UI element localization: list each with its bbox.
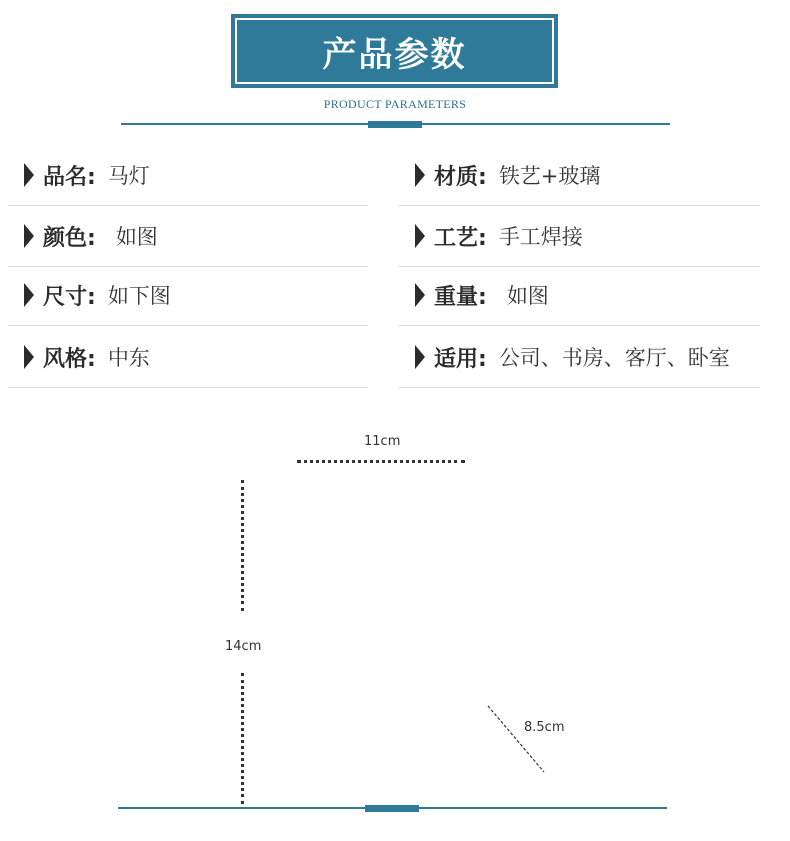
param-label: 材质: [434,164,487,190]
param-label: 颜色: [43,225,96,251]
param-value: 如图 [506,284,549,308]
param-color [8,206,368,267]
param-craft [399,206,760,267]
param-name [8,145,368,206]
width-dimension-label: 11cm [364,434,401,449]
param-value: 如图 [115,225,158,249]
diagonal-dimension-label: 8.5cm [524,720,565,735]
title-banner [231,14,558,88]
param-label: 风格: [43,346,96,372]
param-value: 中东 [107,346,150,370]
param-value: 手工焊接 [498,225,583,249]
param-label: 尺寸: [43,284,96,310]
param-size [8,265,368,326]
triangle-bullet-icon [24,283,34,307]
triangle-bullet-icon [415,163,425,187]
param-value: 马灯 [107,164,150,188]
param-label: 适用: [434,346,487,372]
height-dimension-line-bottom [241,673,244,804]
param-value: 铁艺+玻璃 [498,164,601,188]
footer-divider-accent [365,805,419,812]
param-style [8,327,368,388]
height-dimension-line-top [241,480,244,611]
param-material [399,145,760,206]
triangle-bullet-icon [415,283,425,307]
diagonal-dimension-line [485,703,549,775]
triangle-bullet-icon [24,224,34,248]
header-divider-accent [368,121,422,128]
triangle-bullet-icon [415,345,425,369]
param-label: 品名: [43,164,96,190]
param-value: 如下图 [107,284,171,308]
param-value: 公司、书房、客厅、卧室 [498,346,730,370]
width-dimension-line [297,460,465,463]
triangle-bullet-icon [24,163,34,187]
height-dimension-label: 14cm [225,639,262,654]
param-usage [399,327,760,388]
triangle-bullet-icon [24,345,34,369]
param-label: 重量: [434,284,487,310]
param-weight [399,265,760,326]
page-title: 产品参数 [235,18,554,84]
param-label: 工艺: [434,225,487,251]
triangle-bullet-icon [415,224,425,248]
page-subtitle: PRODUCT PARAMETERS [323,97,467,111]
